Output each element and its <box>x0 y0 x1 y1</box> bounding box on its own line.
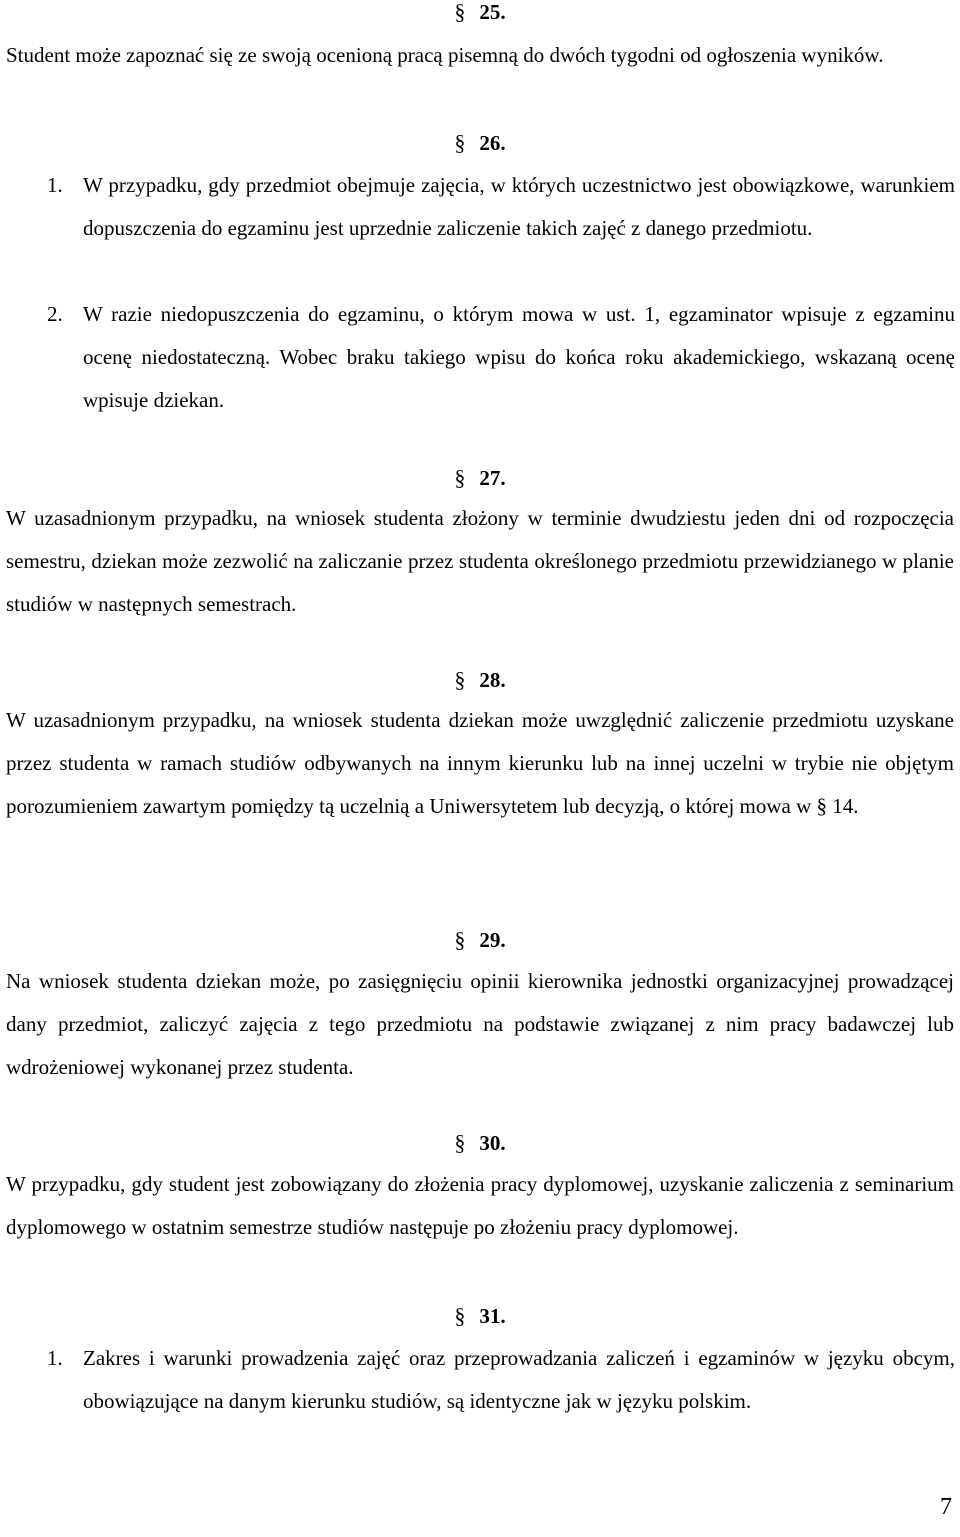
section-heading-31 <box>0 1304 960 1328</box>
list-item-number: 1. <box>47 173 63 197</box>
section-number: 27. <box>479 466 506 490</box>
section-symbol: § <box>454 667 466 692</box>
section-28-paragraph: W uzasadnionym przypadku, na wniosek studenta dziekan może uwzględnić zaliczenie przedmiotu uzyskane przez studenta w ramach studiów odbywanych na innym kierunku lub na innej uczelni w trybie nie objętym porozumieniem zawartym pomiędzy tą uczelnią a Uniwersytetem lub decyzją, o której mowa w § 14. <box>6 708 954 818</box>
section-symbol: § <box>454 927 466 952</box>
section-number: 30. <box>479 1131 506 1155</box>
section-30-paragraph: W przypadku, gdy student jest zobowiązany do złożenia pracy dyplomowej, uzyskanie zaliczenia z seminarium dyplomowego w ostatnim semestrze studiów następuje po złożeniu pracy dyplomowej. <box>6 1172 954 1239</box>
section-symbol: § <box>454 0 466 24</box>
section-heading-25 <box>0 0 960 24</box>
list-item-text: W przypadku, gdy przedmiot obejmuje zajęcia, w których uczestnictwo jest obowiązkowe, warunkiem dopuszczenia do egzaminu jest uprzednie zaliczenie takich zajęć z danego przedmiotu. <box>83 173 955 240</box>
section-symbol: § <box>454 465 466 490</box>
section-number: 28. <box>479 668 506 692</box>
list-item-text: W razie niedopuszczenia do egzaminu, o którym mowa w ust. 1, egzaminator wpisuje z egzaminu ocenę niedostateczną. Wobec braku takiego wpisu do końca roku akademickiego, wskazaną ocenę wpisuje dziekan. <box>83 302 955 412</box>
section-heading-29 <box>0 928 960 952</box>
section-number: 31. <box>479 1304 506 1328</box>
section-heading-26 <box>0 131 960 155</box>
section-number: 26. <box>479 131 506 155</box>
section-heading-27 <box>0 466 960 490</box>
section-31-item-1 <box>47 1337 955 1423</box>
section-number: 25. <box>479 0 506 24</box>
section-symbol: § <box>454 1130 466 1155</box>
section-29-paragraph: Na wniosek studenta dziekan może, po zasięgnięciu opinii kierownika jednostki organizacyjnej prowadzącej dany przedmiot, zaliczyć zajęcia z tego przedmiotu na podstawie związanej z nim pracy badawczej lub wdrożeniowej wykonanej przez studenta. <box>6 969 954 1079</box>
section-26-item-2 <box>47 293 955 422</box>
page-number: 7 <box>940 1494 952 1520</box>
list-item-number: 2. <box>47 302 63 326</box>
list-item-number: 1. <box>47 1346 63 1370</box>
section-25-paragraph: Student może zapoznać się ze swoją ocenioną pracą pisemną do dwóch tygodni od ogłoszenia wyników. <box>6 43 884 67</box>
section-27-paragraph: W uzasadnionym przypadku, na wniosek studenta złożony w terminie dwudziestu jeden dni od rozpoczęcia semestru, dziekan może zezwolić na zaliczanie przez studenta określonego przedmiotu przewidzianego w planie studiów w następnych semestrach. <box>6 506 954 616</box>
section-symbol: § <box>454 1303 466 1328</box>
section-number: 29. <box>479 928 506 952</box>
section-symbol: § <box>454 130 466 155</box>
section-26-item-1 <box>47 164 955 250</box>
list-item-text: Zakres i warunki prowadzenia zajęć oraz przeprowadzania zaliczeń i egzaminów w języku obcym, obowiązujące na danym kierunku studiów, są identyczne jak w języku polskim. <box>83 1346 955 1413</box>
section-heading-28 <box>0 668 960 692</box>
section-heading-30 <box>0 1131 960 1155</box>
